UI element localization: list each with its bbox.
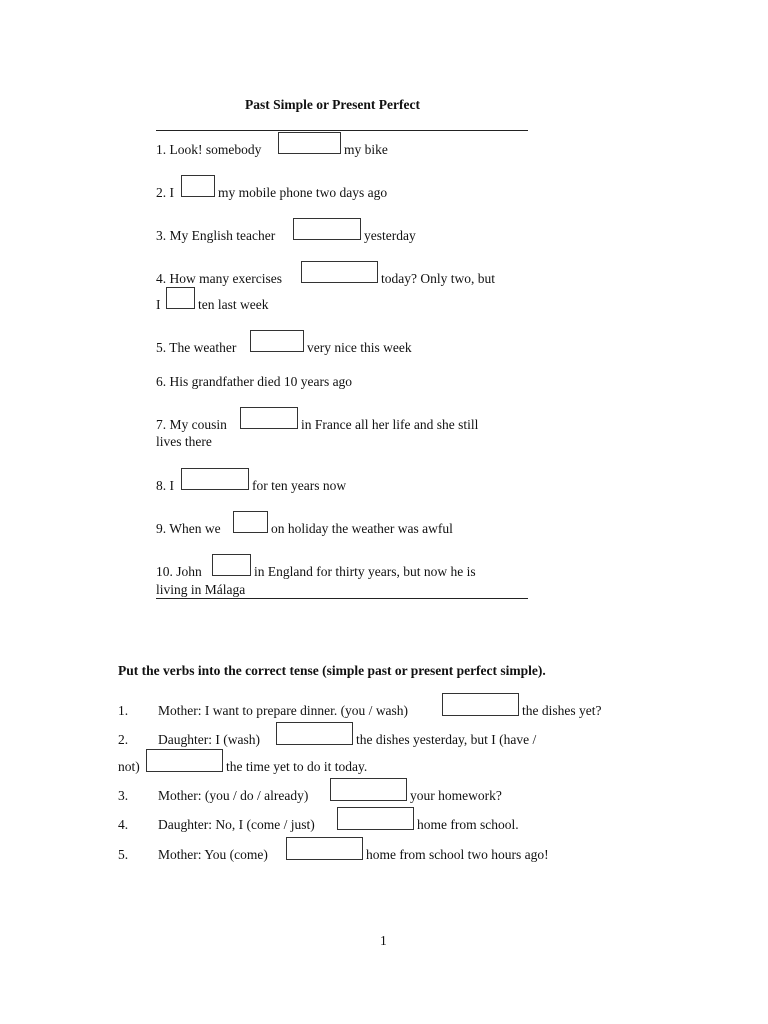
exercise-5-text: Mother: You (come) — [158, 847, 268, 862]
exercise-answer-box-4[interactable] — [337, 807, 414, 830]
question-1-text: 1. Look! somebody — [156, 142, 262, 157]
answer-box-3[interactable] — [293, 218, 361, 240]
answer-box-9[interactable] — [233, 511, 268, 533]
question-6-text: 6. His grandfather died 10 years ago — [156, 374, 353, 389]
question-7-text: 7. My cousin — [156, 417, 227, 432]
question-9-text: 9. When we — [156, 521, 221, 536]
question-7-tail: in France all her life and she still — [301, 417, 479, 432]
worksheet-title: Past Simple or Present Perfect — [245, 97, 420, 112]
question-9-tail: on holiday the weather was awful — [271, 521, 453, 536]
part2-instruction: Put the verbs into the correct tense (simple past or present perfect simple). — [118, 663, 546, 678]
question-5-text: 5. The weather — [156, 340, 237, 355]
exercise-answer-box-1[interactable] — [442, 693, 519, 716]
exercise-answer-box-2a[interactable] — [276, 722, 353, 745]
question-3-tail: yesterday — [364, 228, 416, 243]
question-2-text: 2. I — [156, 185, 174, 200]
exercise-1-number: 1. — [118, 703, 129, 718]
question-10-tail: in England for thirty years, but now he is — [254, 564, 476, 579]
question-7-line2: lives there — [156, 434, 212, 449]
exercise-4-text: Daughter: No, I (come / just) — [158, 817, 315, 832]
question-8-tail: for ten years now — [252, 478, 347, 493]
question-4-text: 4. How many exercises — [156, 271, 282, 286]
exercise-5-number: 5. — [118, 847, 129, 862]
answer-box-10[interactable] — [212, 554, 251, 576]
answer-box-8[interactable] — [181, 468, 249, 490]
question-5-tail: very nice this week — [307, 340, 412, 355]
bottom-rule — [156, 598, 528, 599]
exercise-2-line2-tail: the time yet to do it today. — [226, 759, 368, 774]
question-4-line2-start: I — [156, 297, 161, 312]
exercise-2-line2-start: not) — [118, 759, 140, 774]
exercise-4-number: 4. — [118, 817, 129, 832]
answer-box-4b[interactable] — [166, 287, 195, 309]
question-8-text: 8. I — [156, 478, 174, 493]
exercise-2-number: 2. — [118, 732, 129, 747]
answer-box-2[interactable] — [181, 175, 215, 197]
exercise-3-number: 3. — [118, 788, 129, 803]
answer-box-1[interactable] — [278, 132, 341, 154]
exercise-answer-box-3[interactable] — [330, 778, 407, 801]
answer-box-4a[interactable] — [301, 261, 378, 283]
page-number: 1 — [380, 933, 387, 948]
top-rule — [156, 130, 528, 131]
exercise-1-tail: the dishes yet? — [522, 703, 602, 718]
question-10-text: 10. John — [156, 564, 202, 579]
exercise-5-tail: home from school two hours ago! — [366, 847, 549, 862]
exercise-answer-box-5[interactable] — [286, 837, 363, 860]
exercise-3-text: Mother: (you / do / already) — [158, 788, 309, 803]
answer-box-7[interactable] — [240, 407, 298, 429]
question-4-line2-tail: ten last week — [198, 297, 269, 312]
exercise-2-tail: the dishes yesterday, but I (have / — [356, 732, 537, 747]
question-4-tail: today? Only two, but — [381, 271, 495, 286]
question-3-text: 3. My English teacher — [156, 228, 276, 243]
question-1-tail: my bike — [344, 142, 388, 157]
exercise-4-tail: home from school. — [417, 817, 519, 832]
exercise-answer-box-2b[interactable] — [146, 749, 223, 772]
answer-box-5[interactable] — [250, 330, 304, 352]
exercise-2-text: Daughter: I (wash) — [158, 732, 260, 747]
question-10-line2: living in Málaga — [156, 582, 246, 597]
exercise-3-tail: your homework? — [410, 788, 502, 803]
question-2-tail: my mobile phone two days ago — [218, 185, 388, 200]
exercise-1-text: Mother: I want to prepare dinner. (you / wash) — [158, 703, 409, 718]
